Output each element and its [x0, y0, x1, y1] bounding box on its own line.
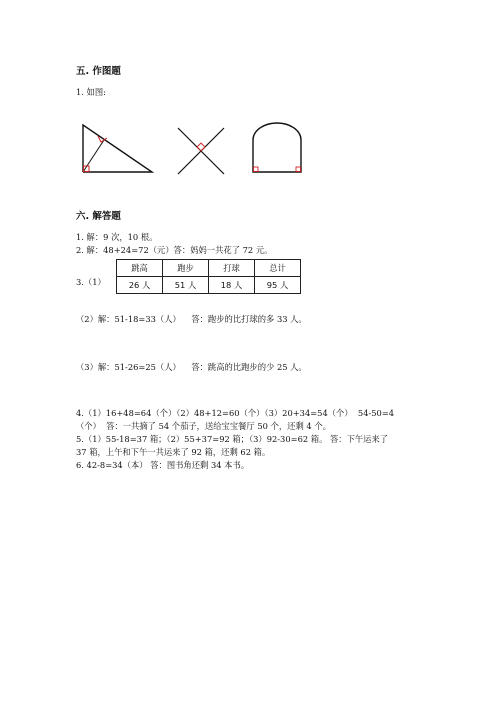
- answer-5-line-2: 37 箱，上午和下午一共运来了 92 箱，还剩 62 箱。: [76, 447, 271, 457]
- answer-2: 2. 解：48+24=72（元）答：妈妈一共花了 72 元。: [76, 245, 273, 255]
- triangle-figure: [80, 122, 156, 174]
- answer-3-part-3: （3）解：51-26=25（人） 答：跳高的比跑步的少 25 人。: [76, 362, 307, 372]
- arch-figure: [250, 120, 304, 176]
- right-right-angle-mark: [296, 167, 301, 172]
- table-header-row: [117, 260, 301, 277]
- table-header-cell: 打球: [209, 260, 255, 277]
- question-1-label: 1. 如图:: [76, 87, 106, 97]
- answer-5-line-1: 5.（1）55-18=37 箱；（2）55+37=92 箱；（3）92-30=62 箱。 答：下午运来了: [76, 434, 389, 444]
- arch-outline: [253, 123, 301, 172]
- table-cell: 95 人: [255, 277, 301, 294]
- triangle-outline: [83, 125, 152, 172]
- right-angle-mark: [197, 143, 205, 151]
- answer-1: 1. 解：9 次，10 根。: [76, 232, 158, 242]
- table-header-cell: 跳高: [117, 260, 163, 277]
- altitude-line: [83, 140, 104, 172]
- table-header-cell: 跑步: [163, 260, 209, 277]
- answer-3-label: 3.（1）: [76, 277, 106, 287]
- sports-table: [116, 259, 301, 294]
- section-6-title: 六. 解答题: [76, 211, 121, 222]
- answer-4-line-1: 4.（1）16+48=64（个）（2）48+12=60（个）（3）20+34=54（个） 54-50=4: [76, 408, 395, 418]
- table-cell: 51 人: [163, 277, 209, 294]
- table-cell: 26 人: [117, 277, 163, 294]
- perpendicular-lines-figure: [176, 126, 226, 176]
- answer-6: 6. 42-8=34（本） 答：图书角还剩 34 本书。: [76, 460, 250, 470]
- table-cell: 18 人: [209, 277, 255, 294]
- left-right-angle-mark: [254, 167, 259, 172]
- section-5-title: 五. 作图题: [76, 66, 121, 77]
- table-header-cell: 总计: [255, 260, 301, 277]
- answer-3-part-2: （2）解：51-18=33（人） 答：跑步的比打球的多 33 人。: [76, 314, 307, 324]
- answer-4-line-2: （个） 答：一共摘了 54 个茄子，送给宝宝餐厅 50 个，还剩 4 个。: [76, 421, 331, 431]
- table-row: [117, 277, 301, 294]
